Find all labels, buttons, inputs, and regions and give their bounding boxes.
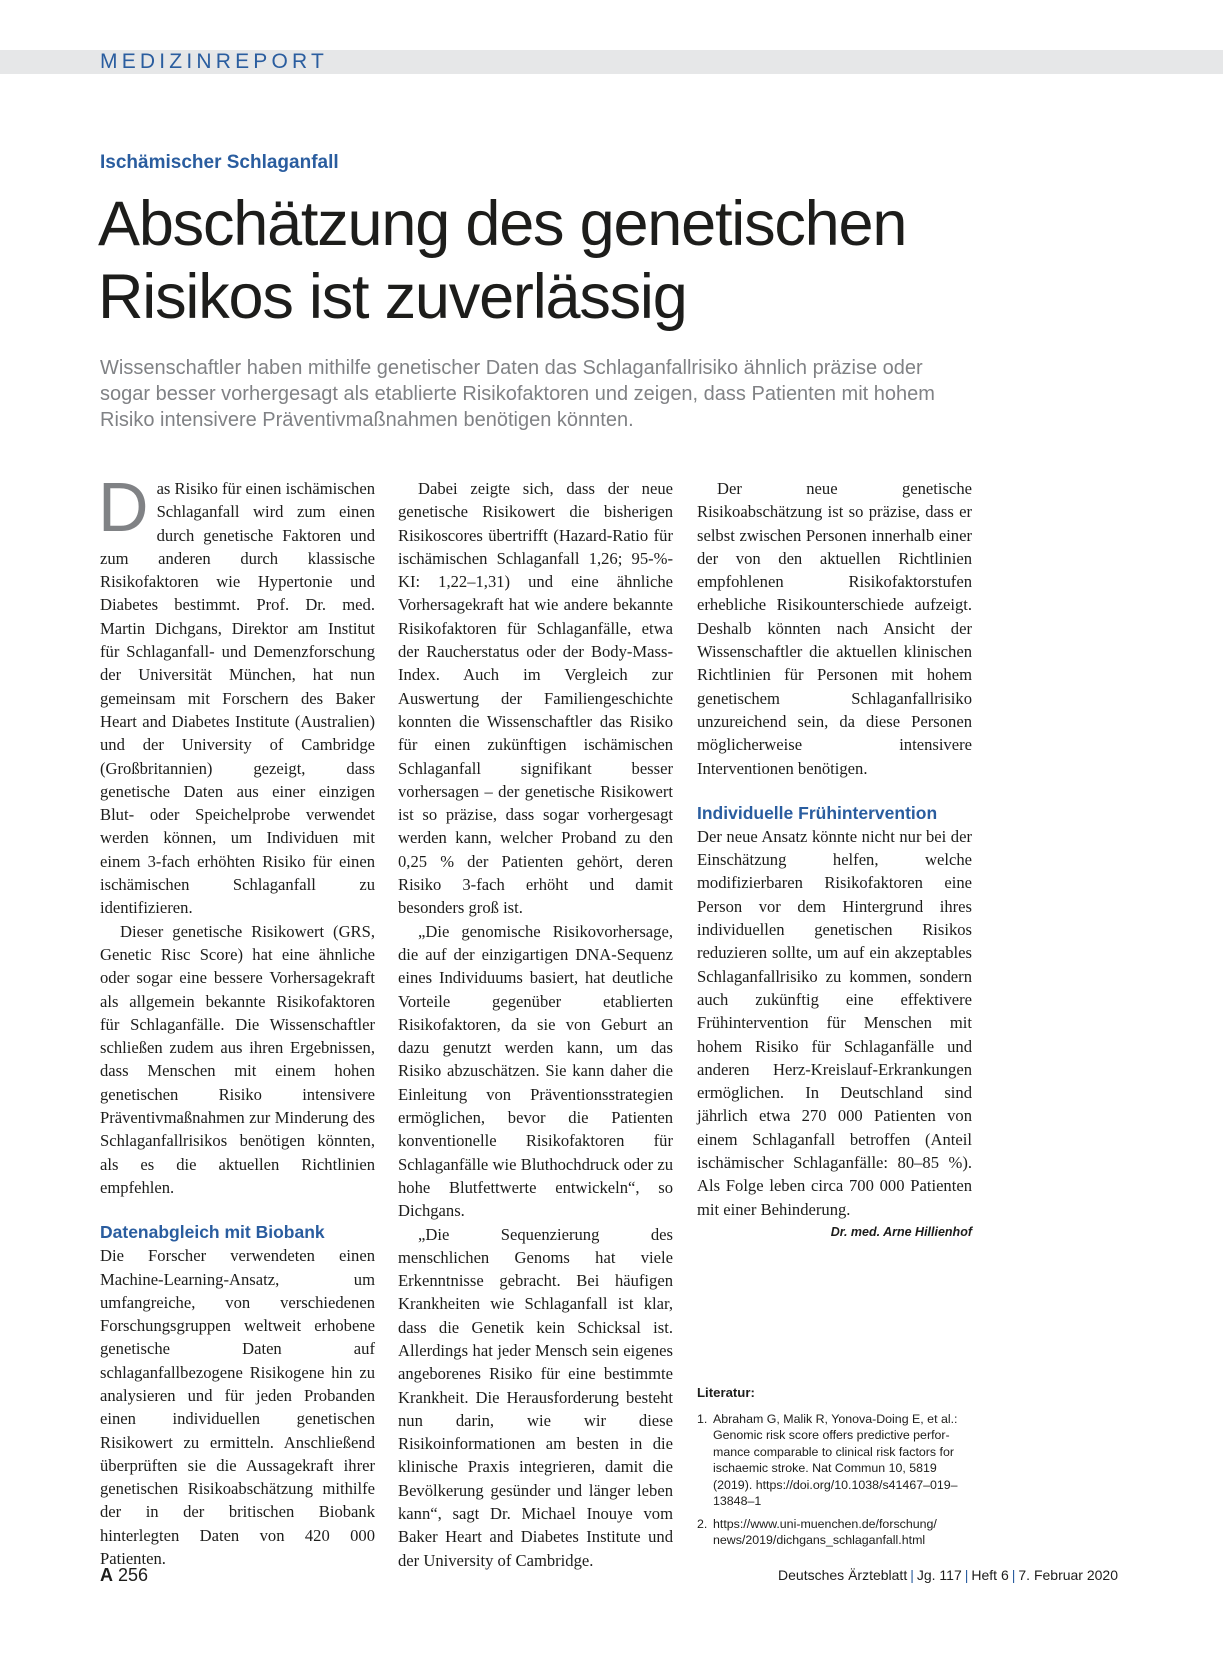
literature-line: Genomic risk score offers predictive perfor- bbox=[713, 1428, 950, 1442]
page-number-value: 256 bbox=[118, 1565, 149, 1585]
paragraph-text: Der neue Ansatz könnte nicht nur bei der Einschätzung helfen, welche modifizierbaren Risikofaktoren eine Person vor dem Hintergrund ihres individuellen genetischen Risikos reduzieren sollte, um auf ein akzeptables Schlaganfallrisiko zu kommen, sondern auch zukünftig eine effektivere Frühintervention für Menschen mit hohem Risiko für Schlaganfälle und anderen Herz-Kreislauf-Erkrankungen ermöglichen. In Deutschland sind jährlich etwa 270 000 Patienten von einem Schlaganfall betroffen (Anteil ischämischer Schlaganfälle: 80–85 %). Als Folge leben circa 700 000 Patienten mit einer Behinderung. bbox=[697, 826, 972, 1219]
journal-volume: Jg. 117 bbox=[916, 1567, 962, 1583]
text-column-1 bbox=[98, 468, 375, 1570]
lead-line: sogar besser vorhergesagt als etablierte Risikofaktoren und zeigen, dass Patienten mit hohem bbox=[100, 383, 935, 405]
paragraph: Dabei zeigte sich, dass der neue genetische Risikowert die bisherigen Risikoscores übertrifft (Hazard-Ratio für ischämischen Schlaganfall 1,26; 95-%-KI: 1,22–1,31) und eine ähnliche Vorhersagekraft hat wie andere bekannte Risikofaktoren für Schlaganfälle, etwa der Raucherstatus oder der Body-Mass-Index. Auch im Vergleich zur Auswertung der Familiengeschichte konnten die Wissenschaftler das Risiko für einen zukünftigen ischämischen Schlaganfall signifikant besser vorhersagen – der genetische Risikowert ist so präzise, dass sogar vorhergesagt werden kann, welcher Proband zu den 0,25 % der Patienten gehört, deren Risiko 3-fach erhöht und damit besonders groß ist. bbox=[398, 479, 673, 918]
paragraph: Die Forscher verwendeten einen Machine-Learning-Ansatz, um umfangreiche, von verschiedenen Forschungsgruppen weltweit erhobene genetische Daten auf schlaganfallbezogene Risikogene hin zu analysieren und für jeden Probanden einen individuellen genetischen Risikowert zu ermitteln. Anschließend überprüften sie die Aussagekraft ihrer genetischen Risikoabschätzung mithilfe der in der britischen Biobank hinterlegten Daten von 420 000 Patienten. bbox=[100, 1246, 375, 1569]
paragraph: „Die Sequenzierung des menschlichen Genoms hat viele Erkenntnisse gebracht. Bei häufigen Krankheiten wie Schlaganfall ist klar, dass die Genetik kein Schicksal ist. Allerdings hat jeder Mensch sein eigenes angeborenes Risiko für eine bestimmte Krankheit. Die Herausforderung besteht nun darin, wie wir diese Risikoinformationen am besten in die klinische Praxis integrieren, damit die Bevölkerung gesünder und länger leben kann“, sagt Dr. Michael Inouye vom Baker Heart and Diabetes Institute und der University of Cambridge. bbox=[398, 1224, 673, 1570]
text-column-3 bbox=[697, 477, 972, 1244]
literature-line: mance comparable to clinical risk factors for bbox=[713, 1444, 955, 1459]
literature-line: (2019). https://doi.org/10.1038/s41467–019– bbox=[713, 1477, 958, 1492]
literature-line: 13848–1 bbox=[713, 1494, 762, 1508]
page-number bbox=[100, 1565, 148, 1586]
paragraph: Der neue genetische Risikoabschätzung ist so präzise, dass er selbst zwischen Personen innerhalb einer der von den aktuellen Richtlinien empfohlenen Risikofaktorstufen erhebliche Risikounterschiede aufzeigt. Deshalb könnten nach Ansicht der Wissenschaftler die aktuellen klinischen Richtlinien für Personen mit hohem genetischem Schlaganfallrisiko unzureichend sein, da diese Personen möglicherweise intensivere Interventionen benötigen. bbox=[697, 479, 972, 778]
subheading: Datenabgleich mit Biobank bbox=[100, 1222, 325, 1243]
article-lead bbox=[100, 355, 1000, 433]
literature bbox=[697, 1385, 972, 1555]
paragraph: Dieser genetische Risikowert (GRS, Genetic Risc Score) hat eine ähnliche oder sogar eine bessere Vorhersagekraft als allgemein bekannte Risikofaktoren für Schlaganfälle. Die Wissenschaftler schließen zudem aus ihren Ergebnissen, dass Menschen mit einem hohen genetischen Risiko intensivere Präventivmaßnahmen zur Minderung des Schlaganfallrisikos benötigen könnten, als es die aktuellen Richtlinien empfehlen. bbox=[100, 921, 375, 1197]
paragraph: „Die genomische Risikovorhersage, die auf der einzigartigen DNA-Sequenz eines Individuums basiert, hat deutliche Vorteile gegenüber etablierten Risikofaktoren, da sie von Geburt an dazu genutzt werden kann, um das Risiko abzuschätzen. Sie kann daher die Einleitung von Präventionsstrategien ermöglichen, bevor die Patienten konventionelle Risikofaktoren für Schlaganfälle wie Bluthochdruck oder zu hohe Blutfettwerte entwickeln“, so Dichgans. bbox=[398, 921, 673, 1221]
journal-date: 7. Februar 2020 bbox=[1018, 1567, 1118, 1583]
subheading: Individuelle Frühintervention bbox=[697, 802, 938, 823]
paragraph bbox=[697, 825, 972, 1239]
literature-line: Abraham G, Malik R, Yonova-Doing E, et al.: bbox=[713, 1411, 958, 1426]
literature-item bbox=[697, 1516, 972, 1549]
lead-line: Risiko intensivere Präventivmaßnahmen benötigen könnten. bbox=[100, 409, 634, 431]
journal-issue: Heft 6 bbox=[971, 1567, 1009, 1583]
dropcap: D bbox=[98, 468, 149, 546]
section-label: MEDIZINREPORT bbox=[100, 50, 329, 73]
literature-link[interactable]: news/2019/dichgans_schlaganfall.html bbox=[713, 1533, 926, 1547]
literature-number: 1. bbox=[697, 1411, 708, 1426]
text-column-2 bbox=[398, 477, 673, 1572]
headline-line: Risikos ist zuverlässig bbox=[98, 262, 687, 332]
literature-link[interactable]: https://www.uni-muenchen.de/forschung/ bbox=[713, 1516, 937, 1531]
literature-item bbox=[697, 1411, 972, 1510]
lead-line: Wissenschaftler haben mithilfe genetischer Daten das Schlaganfallrisiko ähnlich präzise oder bbox=[100, 357, 923, 379]
author-byline: Dr. med. Arne Hillienhof bbox=[830, 1224, 972, 1239]
headline-line: Abschätzung des genetischen bbox=[98, 189, 907, 259]
literature-title: Literatur: bbox=[697, 1385, 755, 1400]
literature-line: ischaemic stroke. Nat Commun 10, 5819 bbox=[713, 1461, 937, 1475]
literature-number: 2. bbox=[697, 1516, 708, 1531]
article-headline bbox=[98, 188, 1118, 334]
journal-name: Deutsches Ärzteblatt bbox=[778, 1567, 908, 1583]
journal-footer: Deutsches Ärzteblatt | Jg. 117 | Heft 6 | 7. Februar 2020 bbox=[778, 1567, 1118, 1583]
article-kicker: Ischämischer Schlaganfall bbox=[100, 152, 339, 173]
paragraph: as Risiko für einen ischämischen Schlaganfall wird zum einen durch genetische Faktoren und zum anderen durch klassische Risikofaktoren wie Hypertonie und Diabetes bestimmt. Prof. Dr. med. Martin Dichgans, Direktor am Institut für Schlaganfall- und Demenzforschung der Universität München, hat nun gemeinsam mit Forschern des Baker Heart and Diabetes Institute (Australien) und der University of Cambridge (Großbritannien) gezeigt, dass genetische Daten aus einer einzigen Blut- oder Speichelprobe verwendet werden können, um Individuen mit einem 3-fach erhöhten Risiko für einen ischämischen Schlaganfall zu identifizieren. bbox=[100, 479, 375, 918]
page-prefix: A bbox=[100, 1565, 113, 1585]
